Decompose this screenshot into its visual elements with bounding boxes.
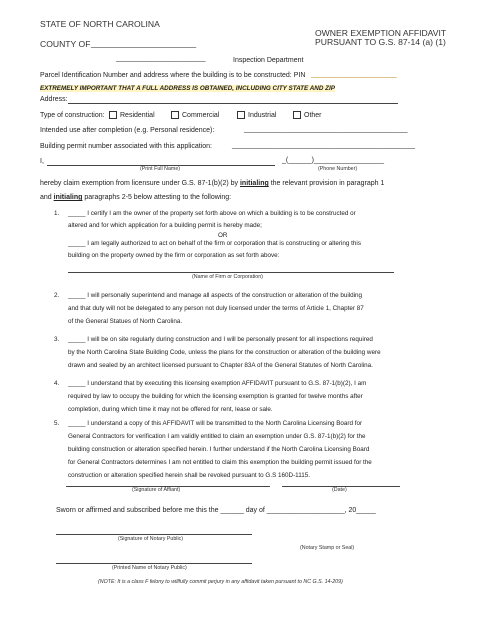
permit-number-field[interactable]: _______________________________________________ <box>232 142 415 149</box>
address-field[interactable] <box>68 103 398 104</box>
para4-line-3: completion, during which time it may not be offered for rent, lease or sale. <box>68 406 273 413</box>
affiant-signature-caption: (Signature of Affiant) <box>132 487 181 493</box>
para1-owner-clause[interactable]: _____ I certify I am the owner of the property set forth above on which a building is to be constructed or <box>68 210 356 217</box>
commercial-checkbox[interactable] <box>171 111 179 119</box>
state-heading: STATE OF NORTH CAROLINA <box>40 19 160 29</box>
perjury-note: (NOTE: It is a class F felony to willfully commit perjury in any affidavit taken pursuant to NC G.S. 14-209) <box>98 579 343 585</box>
form-title: OWNER EXEMPTION AFFIDAVIT <box>315 28 447 38</box>
para3-line-1[interactable]: _____ I will be on site regularly during construction and I will be personally present for all inspections required <box>68 336 373 343</box>
para1-agent-clause-cont: building on the property owned by the firm or corporation as set forth above: <box>68 252 280 259</box>
phone-caption: (Phone Number) <box>318 166 358 172</box>
inspection-dept-label: Inspection Department <box>233 57 304 64</box>
notary-printed-name-field[interactable] <box>56 563 252 564</box>
affiant-i-label: I, <box>40 158 44 165</box>
notary-stamp-caption: (Notary Stamp or Seal) <box>300 545 355 551</box>
parcel-label: Parcel Identification Number and address where the building is to be constructed: PIN <box>40 72 306 79</box>
other-checkbox[interactable] <box>293 111 301 119</box>
para5-line-2: General Contractors for verification I am validly entitled to claim an exemption under G.S. 87-1(b)(2) for the <box>68 433 366 440</box>
para2-line-1[interactable]: _____ I will personally superintend and manage all aspects of the construction or alteration of the building <box>68 292 363 299</box>
address-warning: EXTREMELY IMPORTANT THAT A FULL ADDRESS IS OBTAINED, INCLUDING CITY STATE AND ZIP <box>40 85 335 92</box>
industrial-label: Industrial <box>248 112 277 119</box>
phone-field[interactable]: _(______)__________________ <box>282 157 384 164</box>
other-label: Other <box>304 112 322 119</box>
intro-line-2: and initialing paragraphs 2-5 below attesting to the following: <box>40 194 232 201</box>
para5-line-5: construction or alteration specified herein shall be revoked pursuant to G.S 160D-1115. <box>68 472 310 479</box>
para1-owner-clause-cont: altered and for which application for a building permit is hereby made; <box>68 222 262 229</box>
para5-line-4: for General Contractors determines I am not entitled to claim this exemption the building permit issued for the <box>68 459 372 466</box>
para2-line-3: of the General Statues of North Carolina. <box>68 318 183 325</box>
date-caption: (Date) <box>332 487 347 493</box>
para1-number: 1. <box>54 210 60 217</box>
firm-name-field[interactable] <box>68 272 394 273</box>
para4-line-2: required by law to occupy the building for which the licensing exemption is granted for twelve months after <box>68 393 363 400</box>
para5-line-3: building construction or alteration specified herein. I further understand if the North Carolina Licensing Board <box>68 446 370 453</box>
county-field[interactable]: ______________________ <box>91 38 197 48</box>
intended-use-field[interactable]: __________________________________________ <box>244 126 408 133</box>
notary-signature-field[interactable] <box>56 534 252 535</box>
para5-line-1[interactable]: _____ I understand a copy of this AFFIDAVIT will be transmitted to the North Carolina Licensing Board for <box>68 420 363 427</box>
sworn-statement[interactable]: Sworn or affirmed and subscribed before me this the ______ day of ____________________, 20_____ <box>56 507 376 514</box>
industrial-checkbox[interactable] <box>237 111 245 119</box>
para4-number: 4. <box>54 380 60 387</box>
construction-type-label: Type of construction: <box>40 112 105 119</box>
intended-use-label: Intended use after completion (e.g. Personal residence): <box>40 127 215 134</box>
notary-signature-caption: (Signature of Notary Public) <box>118 536 184 542</box>
residential-label: Residential <box>120 112 155 119</box>
para3-number: 3. <box>54 336 60 343</box>
notary-printed-name-caption: (Printed Name of Notary Public) <box>112 565 187 571</box>
para4-line-1[interactable]: _____ I understand that by executing this licensing exemption AFFIDAVIT pursuant to G.S. 87-1(b)(2), I am <box>68 380 367 387</box>
commercial-label: Commercial <box>182 112 220 119</box>
residential-checkbox[interactable] <box>109 111 117 119</box>
para3-line-2: by the North Carolina State Building Code, unless the plans for the construction or alteration of the building were <box>68 349 381 356</box>
form-statute: PURSUANT TO G.S. 87-14 (a) (1) <box>315 37 446 47</box>
para2-line-2: and that duty will not be delegated to any person not duly licensed under the terms of Article 1, Chapter 87 <box>68 305 364 312</box>
para2-number: 2. <box>54 292 60 299</box>
county-label: COUNTY OF <box>40 39 91 49</box>
para1-agent-clause[interactable]: _____ I am legally authorized to act on behalf of the firm or corporation that is constructing or altering this <box>68 240 361 247</box>
para1-or: OR <box>218 232 228 239</box>
address-label: Address: <box>40 96 68 103</box>
pin-field[interactable]: ______________________ <box>311 71 397 78</box>
firm-name-caption: (Name of Firm or Corporation) <box>192 274 263 280</box>
print-name-caption: (Print Full Name) <box>140 166 181 172</box>
para5-number: 5. <box>54 420 60 427</box>
intro-line-1: hereby claim exemption from licensure under G.S. 87-1(b)(2) by initialing the relevant provision in paragraph 1 <box>40 180 385 187</box>
permit-number-label: Building permit number associated with this application: <box>40 143 212 150</box>
inspection-dept-field[interactable]: _______________________ <box>116 55 206 62</box>
para3-line-3: drawn and sealed by an architect licensed pursuant to Chapter 83A of the General Statutes of North Carolina. <box>68 362 373 369</box>
